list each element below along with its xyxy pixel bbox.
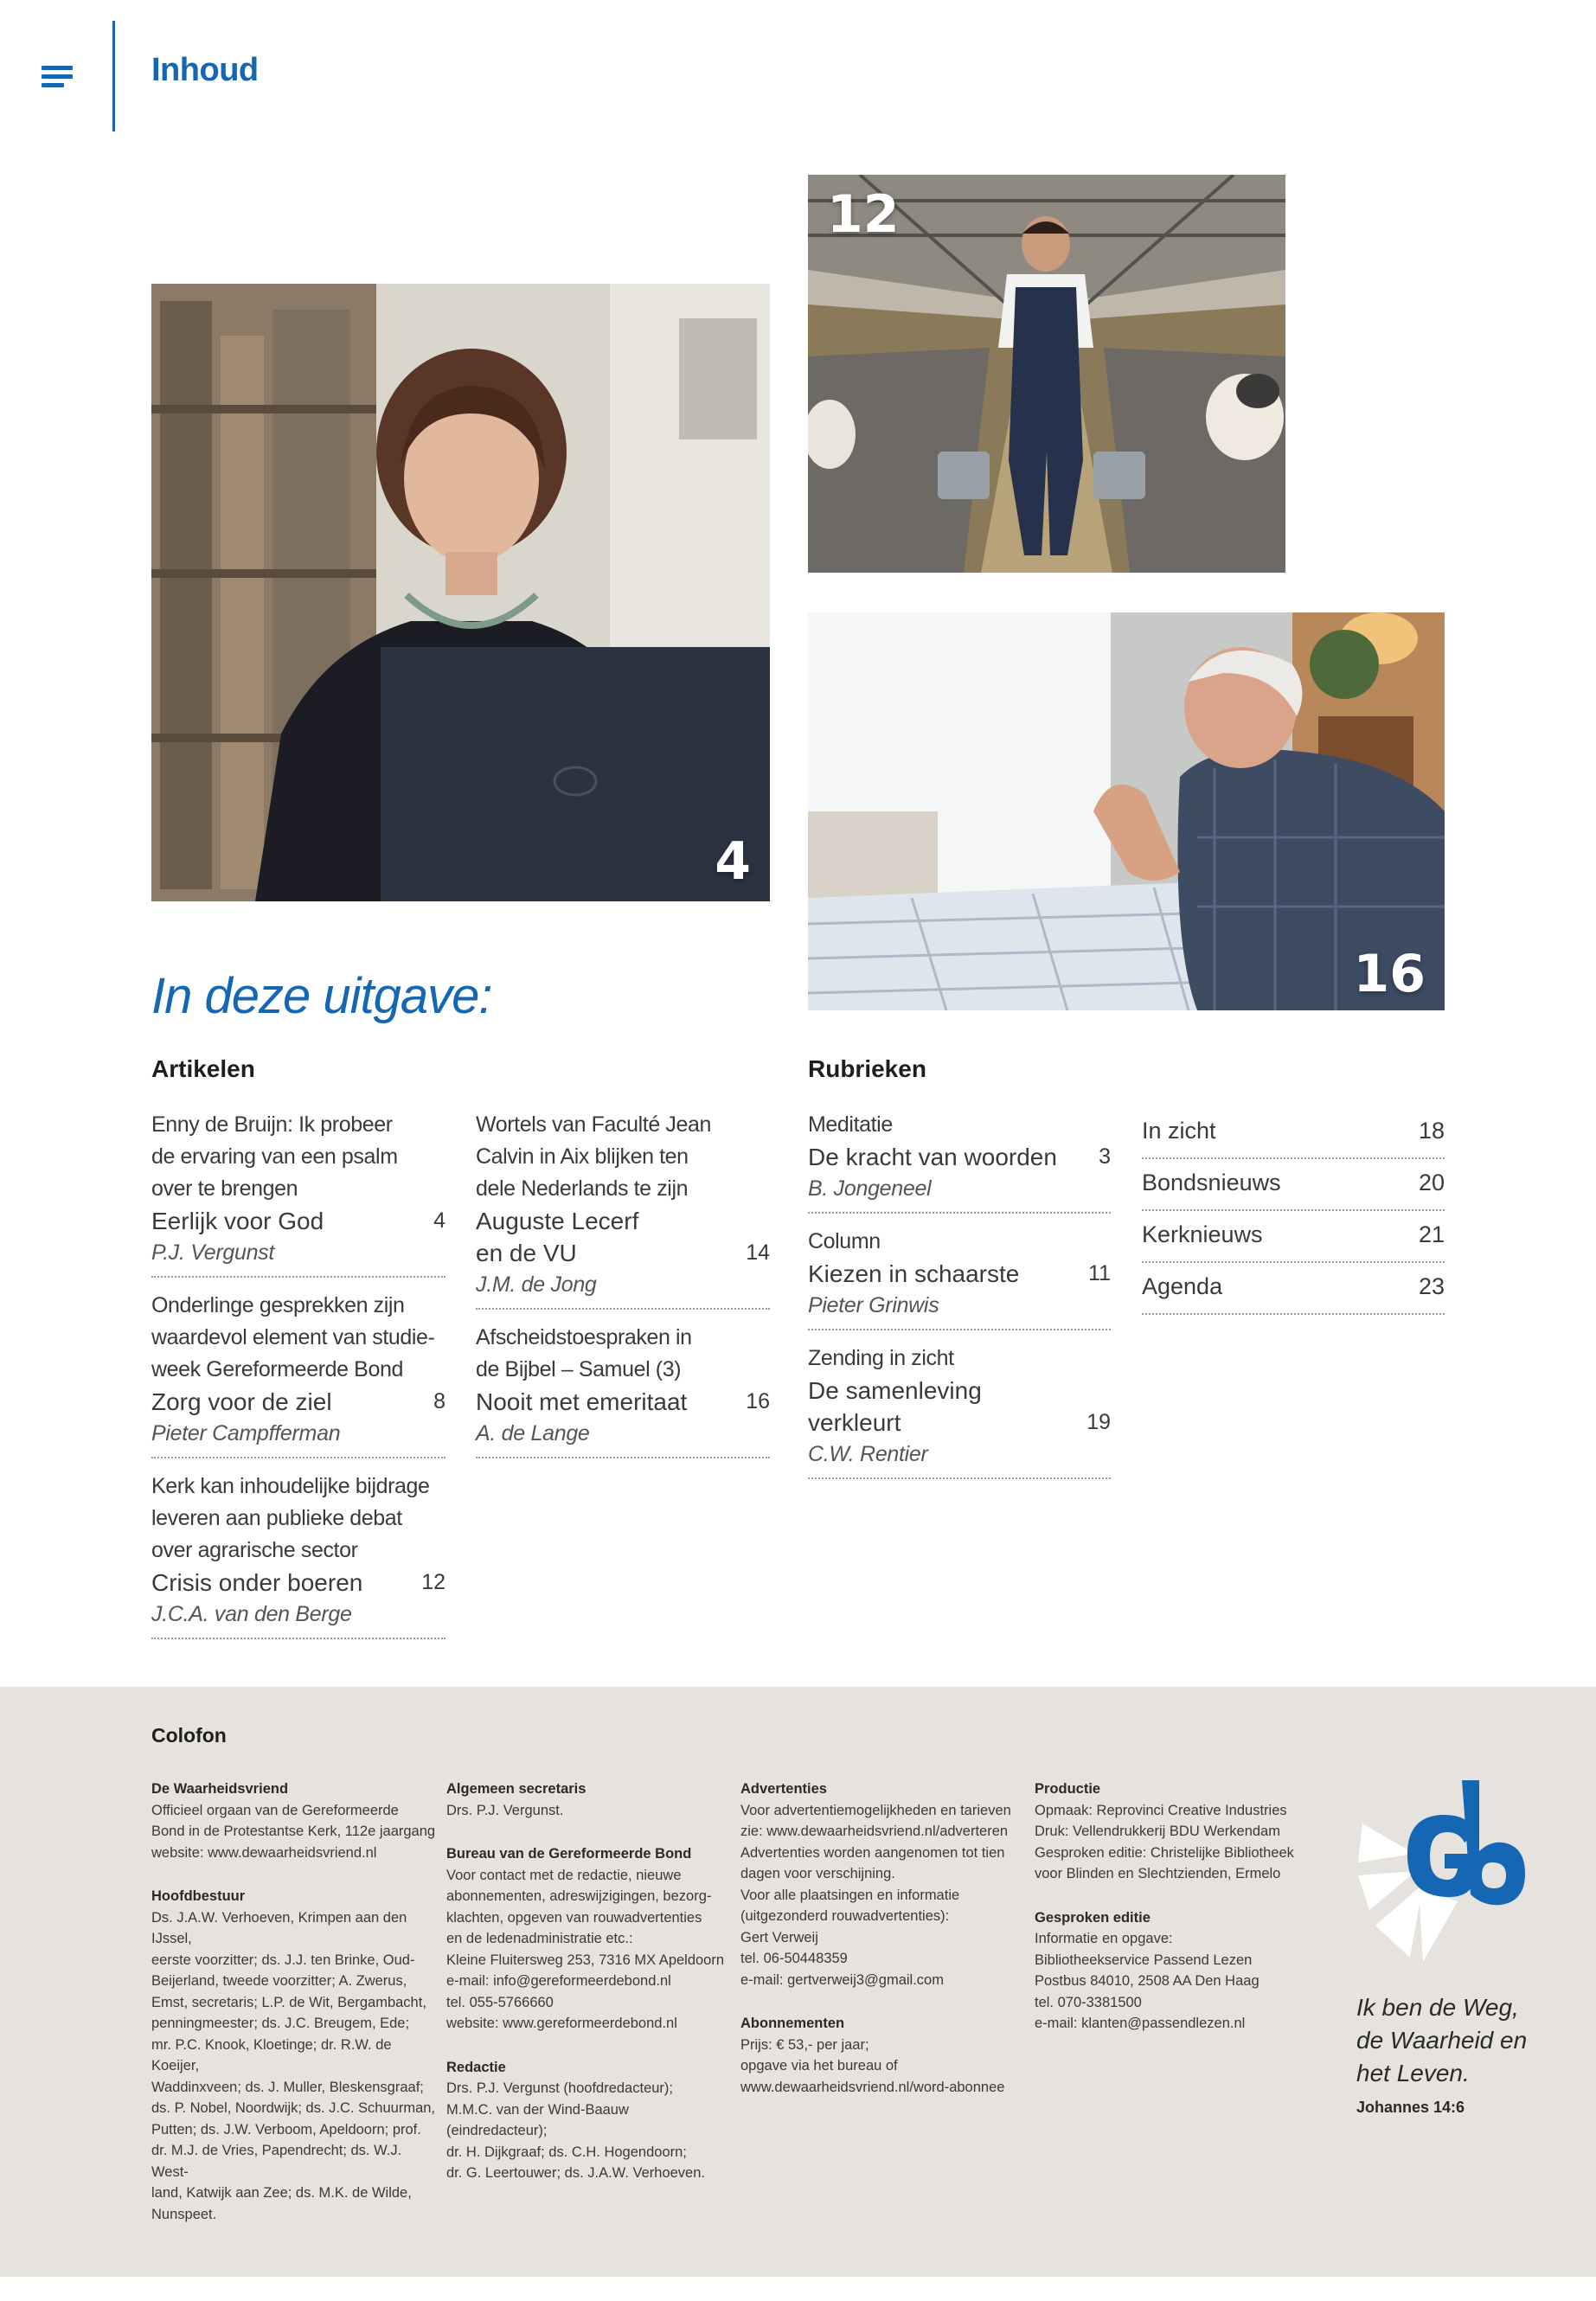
colofon-line: Officieel orgaan van de Gereformeerde	[151, 1802, 399, 1818]
logo-icon	[1354, 1780, 1527, 1971]
rubriek-page: 21	[1418, 1221, 1445, 1247]
toc-author: Pieter Grinwis	[808, 1293, 939, 1317]
toc-intro: Enny de Bruijn: Ik probeer	[151, 1112, 393, 1137]
toc-title: Eerlijk voor God	[151, 1208, 324, 1234]
toc-entry[interactable]	[808, 1226, 1111, 1330]
colofon-line: dagen voor verschijning.	[740, 1866, 895, 1881]
colofon-block	[446, 1779, 732, 1821]
colofon-line: tel. 070-3381500	[1035, 1994, 1142, 2010]
colofon-line: dr. G. Leertouwer; ds. J.A.W. Verhoeven.	[446, 2165, 705, 2181]
photo-woman-laptop[interactable]	[151, 284, 770, 901]
colofon-line: Gesproken editie: Christelijke Bibliotheek	[1035, 1844, 1294, 1861]
colofon-label: Hoofdbestuur	[151, 1888, 246, 1904]
rubriek-title: In zicht	[1142, 1118, 1216, 1144]
colofon-block	[151, 1886, 437, 2225]
rubrieken-column-1	[808, 1109, 1111, 1491]
toc-intro: waardevol element van studie-	[151, 1325, 435, 1349]
bible-quote	[1356, 1991, 1527, 2090]
toc-entry[interactable]	[151, 1290, 445, 1458]
colofon-block	[1035, 1779, 1320, 1885]
colofon-label: Algemeen secretaris	[446, 1781, 586, 1797]
toc-author: C.W. Rentier	[808, 1442, 928, 1466]
header-divider	[112, 21, 115, 131]
colofon-line: Waddinxveen; ds. J. Muller, Bleskensgraaf;	[151, 2079, 424, 2095]
toc-page: 14	[746, 1240, 770, 1265]
colofon-line: klachten, opgeven van rouwadvertenties	[446, 1909, 702, 1926]
rubriek-page: 18	[1418, 1118, 1445, 1144]
quote-line: de Waarheid en	[1356, 2027, 1528, 2054]
colofon-line: Putten; ds. J.W. Verboom, Apeldoorn; prof.	[151, 2121, 421, 2138]
colofon-line: Gert Verweij	[740, 1929, 818, 1945]
toc-title: Zorg voor de ziel	[151, 1388, 332, 1415]
colofon-line: Opmaak: Reprovinci Creative Industries	[1035, 1802, 1287, 1818]
colofon-column-1	[151, 1779, 437, 2247]
colofon-label: Redactie	[446, 2059, 506, 2075]
rubriek-title: Kerknieuws	[1142, 1221, 1263, 1247]
colofon-line: abonnementen, adreswijzigingen, bezorg-	[446, 1888, 712, 1904]
colofon-line: eerste voorzitter; ds. J.J. ten Brinke, Oud-	[151, 1952, 415, 1968]
artikelen-heading: Artikelen	[151, 1055, 255, 1082]
section-title: In deze uitgave:	[151, 968, 492, 1024]
toc-intro: Onderlinge gesprekken zijn	[151, 1293, 405, 1317]
colofon-line: Druk: Vellendrukkerij BDU Werkendam	[1035, 1823, 1280, 1839]
colofon-title: Colofon	[151, 1724, 227, 1747]
toc-author: Pieter Campfferman	[151, 1421, 341, 1445]
colofon-block	[740, 2013, 1026, 2098]
colofon-line: land, Katwijk aan Zee; ds. M.K. de Wilde,	[151, 2185, 412, 2201]
artikelen-column-1	[151, 1109, 445, 1651]
toc-entry[interactable]	[808, 1109, 1111, 1214]
toc-author: J.M. de Jong	[476, 1272, 597, 1297]
toc-title: Kiezen in schaarste	[808, 1260, 1020, 1287]
colofon-line[interactable]: e-mail: gertverweij3@gmail.com	[740, 1971, 944, 1988]
colofon-block	[446, 1843, 732, 2035]
photo-farmer-stable[interactable]	[808, 175, 1285, 573]
bible-reference: Johannes 14:6	[1356, 2099, 1465, 2116]
toc-intro: dele Nederlands te zijn	[476, 1176, 689, 1201]
rubrieken-list	[1142, 1107, 1445, 1315]
colofon-label: Abonnementen	[740, 2016, 845, 2031]
toc-author: A. de Lange	[476, 1421, 590, 1445]
colofon-line: opgave via het bureau of	[740, 2058, 898, 2073]
colofon-line: dr. H. Dijkgraaf; ds. C.H. Hogendoorn;	[446, 2144, 687, 2160]
menu-icon[interactable]	[42, 66, 73, 90]
rubriek-item[interactable]	[1142, 1263, 1445, 1315]
toc-entry[interactable]	[476, 1322, 770, 1458]
colofon-line: ds. P. Nobel, Noordwijk; ds. J.C. Schuurman,	[151, 2100, 436, 2116]
colofon-label: Productie	[1035, 1781, 1101, 1797]
toc-author: P.J. Vergunst	[151, 1240, 275, 1265]
colofon-line: Bond in de Protestantse Kerk, 112e jaargang	[151, 1823, 436, 1839]
colofon-line: en de ledenadministratie etc.:	[446, 1931, 633, 1946]
toc-intro: Wortels van Faculté Jean	[476, 1112, 712, 1137]
colofon-line: penningmeester; ds. J.C. Breugem, Ede;	[151, 2016, 410, 2031]
colofon-line[interactable]: e-mail: klanten@passendlezen.nl	[1035, 2016, 1246, 2031]
colofon-column-2	[446, 1779, 732, 2207]
toc-title: Crisis onder boeren	[151, 1569, 363, 1596]
colofon-line: Voor contact met de redactie, nieuwe	[446, 1867, 682, 1883]
rubriek-item[interactable]	[1142, 1107, 1445, 1159]
page-number-12: 12	[827, 184, 900, 245]
colofon-label: Advertenties	[740, 1781, 827, 1797]
colofon-block	[151, 1779, 437, 1863]
colofon-line: (uitgezonderd rouwadvertenties):	[740, 1908, 950, 1924]
toc-intro: over te brengen	[151, 1176, 298, 1201]
colofon-label: De Waarheidsvriend	[151, 1781, 289, 1797]
toc-intro: Calvin in Aix blijken ten	[476, 1144, 689, 1169]
toc-title: verkleurt	[808, 1409, 901, 1436]
toc-intro: Zending in zicht	[808, 1346, 954, 1370]
colofon-line: dr. M.J. de Vries, Papendrecht; ds. W.J. West-	[151, 2143, 402, 2180]
toc-author: J.C.A. van den Berge	[151, 1602, 352, 1626]
colofon-label: Bureau van de Gereformeerde Bond	[446, 1846, 692, 1862]
toc-page: 3	[1099, 1144, 1111, 1169]
toc-title: en de VU	[476, 1240, 577, 1266]
quote-line: het Leven.	[1356, 2060, 1470, 2086]
toc-entry[interactable]	[808, 1343, 1111, 1479]
colofon-line: Prijs: € 53,- per jaar;	[740, 2036, 869, 2053]
colofon-line[interactable]: e-mail: info@gereformeerdebond.nl	[446, 1973, 671, 1989]
colofon-line: Emst, secretaris; L.P. de Wit, Bergambacht,	[151, 1994, 426, 2010]
colofon-line[interactable]: website: www.dewaarheidsvriend.nl	[151, 1844, 377, 1861]
page-number-4: 4	[715, 831, 751, 892]
colofon-line: Kleine Fluitersweg 253, 7316 MX Apeldoorn	[446, 1952, 725, 1968]
toc-page: 4	[433, 1208, 445, 1233]
photo-man-praying-image	[808, 612, 1445, 1010]
toc-page: 11	[1088, 1261, 1111, 1285]
rubriek-item[interactable]	[1142, 1211, 1445, 1263]
colofon-line[interactable]: www.dewaarheidsvriend.nl/word-abonnee	[740, 2079, 1005, 2095]
quote-line: Ik ben de Weg,	[1356, 1994, 1519, 2021]
rubriek-page: 23	[1418, 1273, 1445, 1299]
toc-intro: Meditatie	[808, 1112, 893, 1137]
gereformeerde-bond-logo	[1354, 1780, 1527, 1971]
colofon-line: M.M.C. van der Wind-Baauw (eindredacteur);	[446, 2101, 629, 2138]
colofon-line: Beijerland, tweede voorzitter; A. Zwerus,	[151, 1973, 407, 1989]
colofon-line[interactable]: website: www.gereformeerdebond.nl	[446, 2016, 677, 2031]
toc-title: Nooit met emeritaat	[476, 1388, 688, 1415]
colofon-line: Advertenties worden aangenomen tot tien	[740, 1844, 1005, 1861]
toc-intro: Kerk kan inhoudelijke bijdrage	[151, 1474, 430, 1498]
colofon-line: voor Blinden en Slechtzienden, Ermelo	[1035, 1866, 1281, 1881]
toc-intro: Column	[808, 1229, 881, 1253]
rubriek-page: 20	[1418, 1170, 1445, 1195]
colofon-line: Voor advertentiemogelijkheden en tarieven	[740, 1802, 1011, 1818]
toc-page: 8	[433, 1389, 445, 1413]
toc-entry[interactable]	[476, 1109, 770, 1310]
toc-page: 19	[1086, 1410, 1111, 1434]
colofon-line: Informatie en opgave:	[1035, 1931, 1173, 1946]
toc-intro: leveren aan publieke debat	[151, 1506, 402, 1530]
page-title: Inhoud	[151, 52, 259, 88]
colofon-label: Gesproken editie	[1035, 1909, 1151, 1926]
rubriek-title: Agenda	[1142, 1273, 1223, 1299]
colofon-block	[1035, 1907, 1320, 2035]
colofon-line: tel. 06-50448359	[740, 1951, 848, 1966]
artikelen-column-2	[476, 1109, 770, 1471]
toc-intro: week Gereformeerde Bond	[151, 1357, 403, 1381]
colofon-line: mr. P.C. Knook, Kloetinge; dr. R.W. de Koeijer,	[151, 2036, 392, 2073]
colofon-line[interactable]: zie: www.dewaarheidsvriend.nl/adverteren	[740, 1823, 1009, 1839]
colofon-line: Voor alle plaatsingen en informatie	[740, 1887, 960, 1903]
colofon-line: Bibliotheekservice Passend Lezen	[1035, 1952, 1253, 1968]
toc-intro: over agrarische sector	[151, 1538, 358, 1562]
toc-author: B. Jongeneel	[808, 1176, 932, 1201]
photo-man-praying[interactable]	[808, 612, 1445, 1010]
toc-entry[interactable]	[151, 1109, 445, 1278]
colofon-column-3	[740, 1779, 1026, 2120]
toc-page: 16	[746, 1389, 770, 1413]
toc-intro: Afscheidstoespraken in	[476, 1325, 692, 1349]
rubriek-item[interactable]	[1142, 1159, 1445, 1211]
toc-page: 12	[421, 1570, 445, 1594]
toc-intro: de Bijbel – Samuel (3)	[476, 1357, 682, 1381]
rubrieken-heading: Rubrieken	[808, 1055, 926, 1082]
colofon-line: Postbus 84010, 2508 AA Den Haag	[1035, 1973, 1259, 1989]
colofon-block	[446, 2057, 732, 2184]
toc-title: De samenleving	[808, 1377, 982, 1404]
colofon-column-4	[1035, 1779, 1320, 2057]
colofon-line: Ds. J.A.W. Verhoeven, Krimpen aan den IJssel,	[151, 1909, 407, 1946]
page-number-16: 16	[1353, 944, 1426, 1004]
colofon-line: Nunspeet.	[151, 2206, 217, 2222]
photo-woman-laptop-image	[151, 284, 770, 901]
colofon-block	[740, 1779, 1026, 1990]
toc-intro: de ervaring van een psalm	[151, 1144, 398, 1169]
colofon-line: tel. 055-5766660	[446, 1994, 554, 2010]
colofon-line: Drs. P.J. Vergunst.	[446, 1802, 564, 1818]
toc-title: Auguste Lecerf	[476, 1208, 639, 1234]
rubriek-title: Bondsnieuws	[1142, 1170, 1281, 1195]
toc-title: De kracht van woorden	[808, 1144, 1057, 1170]
colofon-line: Drs. P.J. Vergunst (hoofdredacteur);	[446, 2080, 673, 2096]
toc-entry[interactable]	[151, 1471, 445, 1639]
